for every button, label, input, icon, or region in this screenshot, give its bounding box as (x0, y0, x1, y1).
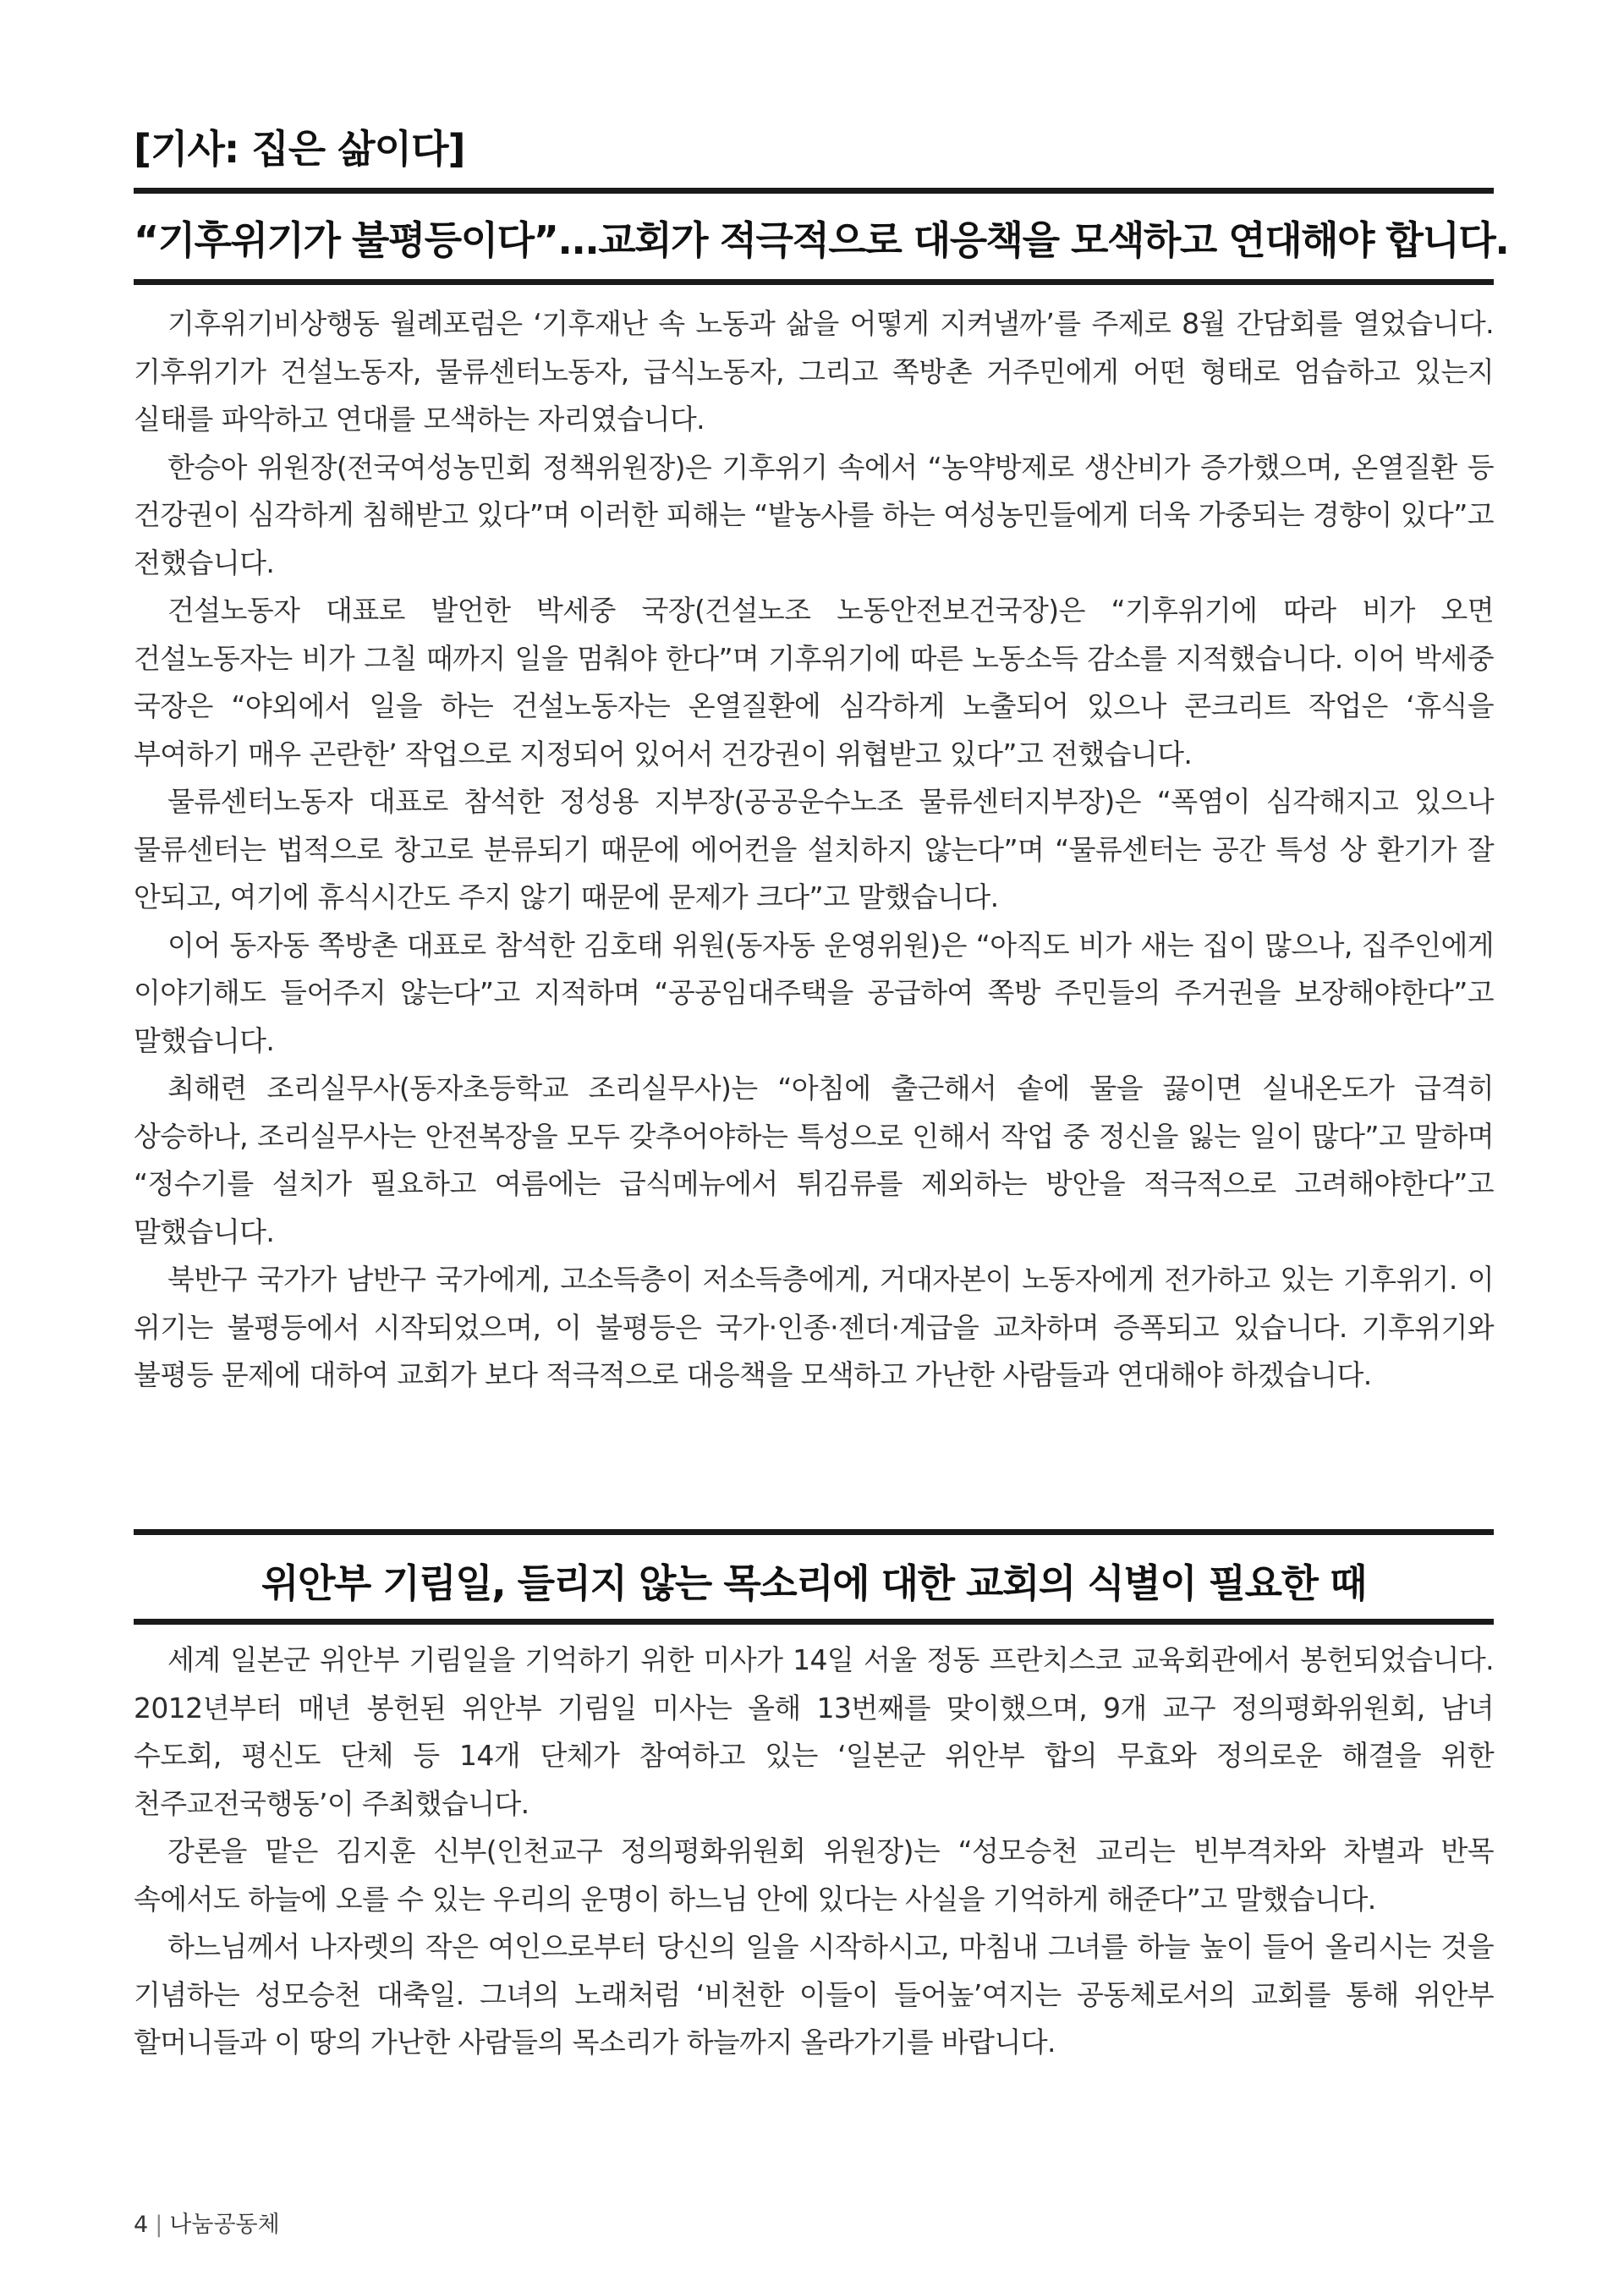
article1-paragraph: 이어 동자동 쪽방촌 대표로 참석한 김호태 위원(동자동 운영위원)은 “아직도 비가 새는 집이 많으나, 집주인에게 이야기해도 들어주지 않는다”고 지적하며 “공공임대주택을 공급하여 쪽방 주민들의 주거권을 보장해야한다”고 말했습니다. (134, 928, 1494, 1057)
divider-bottom-article2-title (134, 1619, 1494, 1625)
article1-paragraph: 기후위기비상행동 월례포럼은 ‘기후재난 속 노동과 삶을 어떻게 지켜낼까’를 주제로 8월 간담회를 열었습니다. 기후위기가 건설노동자, 물류센터노동자, 급식노동자, 그리고 쪽방촌 거주민에게 어떤 형태로 엄습하고 있는지 실태를 파악하고 연대를 모색하는 자리였습니다. (134, 307, 1494, 436)
article2-paragraph: 세계 일본군 위안부 기림일을 기억하기 위한 미사가 14일 서울 정동 프란치스코 교육회관에서 봉헌되었습니다. 2012년부터 매년 봉헌된 위안부 기림일 미사는 올해 13번째를 맞이했으며, 9개 교구 정의평화위원회, 남녀 수도회, 평신도 단체 등 14개 단체가 참여하고 있는 ‘일본군 위안부 합의 무효와 정의로운 해결을 위한 천주교전국행동’이 주최했습니다. (134, 1643, 1494, 1820)
article1-paragraph: 물류센터노동자 대표로 참석한 정성용 지부장(공공운수노조 물류센터지부장)은 “폭염이 심각해지고 있으나 물류센터는 법적으로 창고로 분류되기 때문에 에어컨을 설치하지 않는다”며 “물류센터는 공간 특성 상 환기가 잘 안되고, 여기에 휴식시간도 주지 않기 때문에 문제가 크다”고 말했습니다. (134, 785, 1494, 913)
footer-separator: | (155, 2212, 163, 2238)
publication-name: 나눔공동체 (169, 2212, 280, 2238)
article2-paragraph: 하느님께서 나자렛의 작은 여인으로부터 당신의 일을 시작하시고, 마침내 그녀를 하늘 높이 들어 올리시는 것을 기념하는 성모승천 대축일. 그녀의 노래처럼 ‘비천한 이들이 들어높’여지는 공동체로서의 교회를 통해 위안부 할머니들과 이 땅의 가난한 사람들의 목소리가 하늘까지 올라가기를 바랍니다. (134, 1930, 1494, 2059)
article1-paragraph: 최해련 조리실무사(동자초등학교 조리실무사)는 “아침에 출근해서 솥에 물을 끓이면 실내온도가 급격히 상승하나, 조리실무사는 안전복장을 모두 갖추어야하는 특성으로 인해서 작업 중 정신을 잃는 일이 많다”고 말하며 “정수기를 설치가 필요하고 여름에는 급식메뉴에서 튀김류를 제외하는 방안을 적극적으로 고려해야한다”고 말했습니다. (134, 1072, 1494, 1248)
divider-top-article1 (134, 188, 1494, 194)
section-tag: [기사: 집은 삶이다] (134, 126, 465, 172)
article1-paragraph: 건설노동자 대표로 발언한 박세중 국장(건설노조 노동안전보건국장)은 “기후위기에 따라 비가 오면 건설노동자는 비가 그칠 때까지 일을 멈춰야 한다”며 기후위기에 따른 노동소득 감소를 지적했습니다. 이어 박세중 국장은 “야외에서 일을 하는 건설노동자는 온열질환에 심각하게 노출되어 있으나 콘크리트 작업은 ‘휴식을 부여하기 매우 곤란한’ 작업으로 지정되어 있어서 건강권이 위협받고 있다”고 전했습니다. (134, 594, 1494, 770)
divider-top-article2 (134, 1529, 1494, 1535)
page-footer (134, 2206, 280, 2239)
document-page (134, 0, 1509, 2292)
article1-paragraph: 한승아 위원장(전국여성농민회 정책위원장)은 기후위기 속에서 “농약방제로 생산비가 증가했으며, 온열질환 등 건강권이 심각하게 침해받고 있다”며 이러한 피해는 “밭농사를 하는 여성농민들에게 더욱 가중되는 경향이 있다”고 전했습니다. (134, 450, 1494, 579)
article2-paragraph: 강론을 맡은 김지훈 신부(인천교구 정의평화위원회 위원장)는 “성모승천 교리는 빈부격차와 차별과 반목 속에서도 하늘에 오를 수 있는 우리의 운명이 하느님 안에 있다는 사실을 기억하게 해준다”고 말했습니다. (134, 1834, 1494, 1916)
article1-body (134, 300, 1494, 1400)
article1-title: “기후위기가 불평등이다”...교회가 적극적으로 대응책을 모색하고 연대해야 합니다. (134, 217, 1509, 263)
page-number: 4 (134, 2212, 149, 2238)
article2-title: 위안부 기림일, 들리지 않는 목소리에 대한 교회의 식별이 필요한 때 (261, 1560, 1366, 1606)
divider-bottom-article1-title (134, 279, 1494, 285)
article2-body (134, 1637, 1494, 2067)
article1-paragraph: 북반구 국가가 남반구 국가에게, 고소득층이 저소득층에게, 거대자본이 노동자에게 전가하고 있는 기후위기. 이 위기는 불평등에서 시작되었으며, 이 불평등은 국가·인종·젠더·계급을 교차하며 증폭되고 있습니다. 기후위기와 불평등 문제에 대하여 교회가 보다 적극적으로 대응책을 모색하고 가난한 사람들과 연대해야 하겠습니다. (134, 1263, 1494, 1391)
